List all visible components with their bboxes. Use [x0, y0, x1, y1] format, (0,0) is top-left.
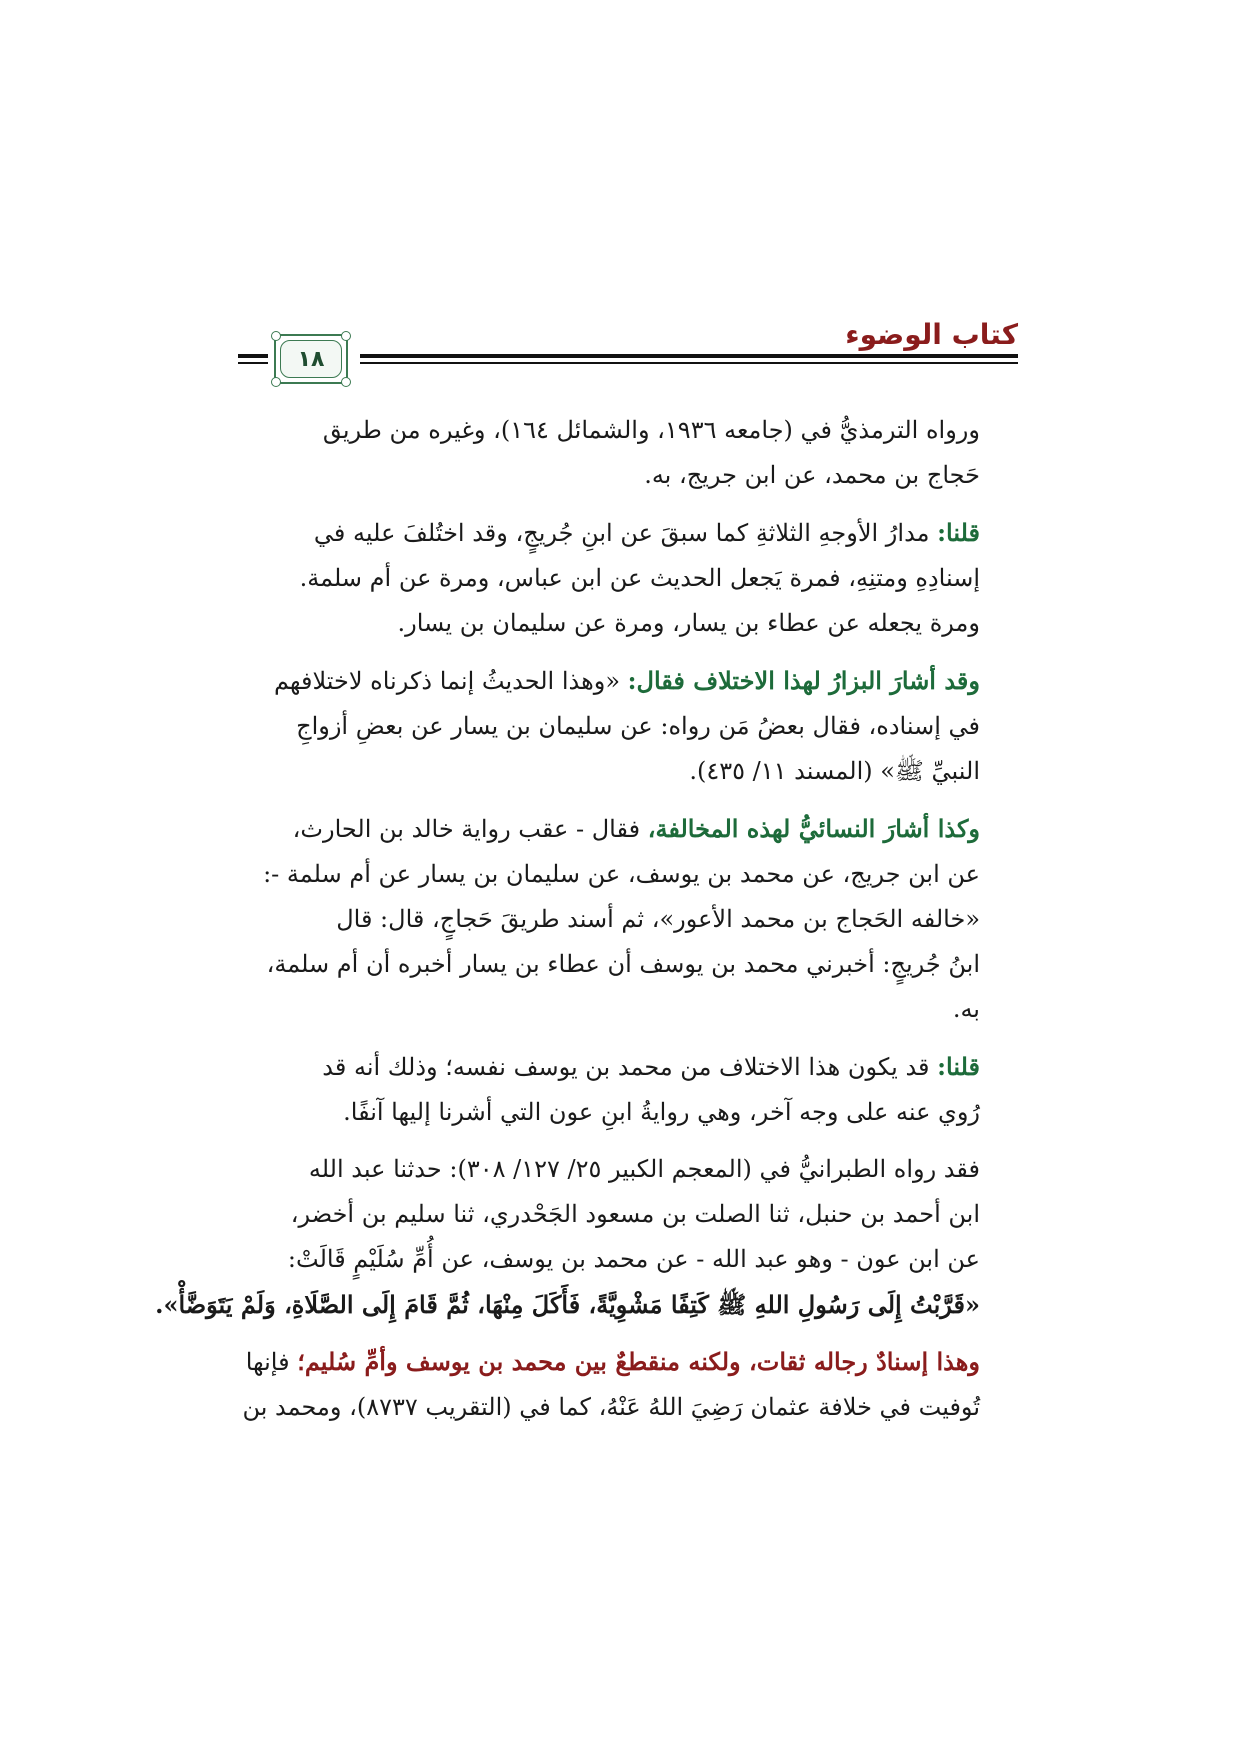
- text-line: [240, 510, 1010, 556]
- isnad-judgement-label: وهذا إسنادٌ رجاله ثقات، ولكنه منقطعٌ بين محمد بن يوسف وأمِّ سُليم؛: [297, 1347, 980, 1376]
- page-number-badge: [274, 334, 348, 384]
- paragraph-2: [240, 510, 1010, 646]
- text-run: قد يكون هذا الاختلاف من محمد بن يوسف نفسه؛ وذلك أنه قد: [322, 1053, 938, 1081]
- badge-ornament-icon: [271, 331, 281, 341]
- text-line: في إسناده، فقال بعضُ مَن رواه: عن سليمان بن يسار عن بعضِ أزواجِ: [296, 712, 980, 740]
- text-line: النبيِّ ﷺ» (المسند ١١/ ٤٣٥).: [689, 757, 980, 785]
- text-line: «خالفه الحَجاج بن محمد الأعور»، ثم أسند طريقَ حَجاجٍ، قال: قال: [336, 905, 980, 933]
- text-run: مدارُ الأوجهِ الثلاثةِ كما سبقَ عن ابنِ جُريجٍ، وقد اختُلفَ عليه في: [313, 519, 938, 547]
- page-body: [155, 408, 1010, 1442]
- paragraph-1: [240, 408, 1010, 498]
- hadith-quote: «قَرَّبْتُ إِلَى رَسُولِ اللهِ ﷺ كَتِفًا مَشْوِيَّةً، فَأَكَلَ مِنْهَا، ثُمَّ قَامَ إِلَى الصَّلَاةِ، وَلَمْ يَتَوَضَّأْ».: [155, 1290, 980, 1319]
- text-line: رُوي عنه على وجه آخر، وهي روايةُ ابنِ عون التي أشرنا إليها آنفًا.: [343, 1098, 980, 1126]
- header-rule-left-thick: [238, 354, 268, 358]
- text-line: ابنُ جُريجٍ: أخبرني محمد بن يوسف أن عطاء بن يسار أخبره أن أم سلمة،: [266, 950, 980, 978]
- text-line: [240, 658, 1010, 704]
- text-line: إسنادِهِ ومتنِهِ، فمرة يَجعل الحديث عن ابن عباس، ومرة عن أم سلمة.: [299, 564, 980, 592]
- text-line: ورواه الترمذيُّ في (جامعه ١٩٣٦، والشمائل ١٦٤)، وغيره من طريق: [322, 416, 980, 444]
- paragraph-4: [240, 806, 1010, 1032]
- text-line: به.: [952, 995, 980, 1023]
- header-rule-thick: [360, 354, 1018, 358]
- page-header: [238, 316, 1018, 396]
- paragraph-5: [240, 1044, 1010, 1135]
- text-line: [240, 806, 1010, 852]
- badge-ornament-icon: [341, 377, 351, 387]
- header-rule-thin: [360, 362, 1018, 364]
- text-line: [240, 1044, 1010, 1090]
- badge-ornament-icon: [271, 377, 281, 387]
- text-line: ومرة يجعله عن عطاء بن يسار، ومرة عن سليمان بن يسار.: [397, 609, 980, 637]
- bazzar-label: وقد أشارَ البزارُ لهذا الاختلاف فقال:: [627, 666, 980, 695]
- book-title: كتاب الوضوء: [845, 318, 1018, 351]
- paragraph-6: [155, 1147, 1010, 1327]
- nasai-label: وكذا أشارَ النسائيُّ لهذه المخالفة،: [647, 814, 980, 843]
- page-number-frame: [280, 340, 342, 378]
- text-line: حَجاج بن محمد، عن ابن جريج، به.: [644, 461, 980, 489]
- header-rule-left-thin: [238, 362, 268, 364]
- paragraph-7: [240, 1339, 1010, 1430]
- text-line: ابن أحمد بن حنبل، ثنا الصلت بن مسعود الجَحْدري، ثنا سليم بن أخضر،: [290, 1200, 980, 1228]
- page-number: ١٨: [297, 346, 325, 372]
- text-run: فإنها: [245, 1348, 298, 1376]
- text-line: تُوفيت في خلافة عثمان رَضِيَ اللهُ عَنْهُ، كما في (التقريب ٨٧٣٧)، ومحمد بن: [242, 1393, 980, 1421]
- text-line: فقد رواه الطبرانيُّ في (المعجم الكبير ٢٥/ ١٢٧/ ٣٠٨): حدثنا عبد الله: [308, 1155, 980, 1183]
- text-line: عن ابن جريج، عن محمد بن يوسف، عن سليمان بن يسار عن أم سلمة -:: [263, 860, 980, 888]
- badge-ornament-icon: [341, 331, 351, 341]
- text-line: [240, 1339, 1010, 1385]
- text-line: عن ابن عون - وهو عبد الله - عن محمد بن يوسف، عن أُمِّ سُلَيْمٍ قَالَتْ:: [287, 1245, 980, 1273]
- qulna-label: قلنا:: [937, 1052, 980, 1081]
- qulna-label: قلنا:: [937, 518, 980, 547]
- text-run: فقال - عقب رواية خالد بن الحارث،: [292, 815, 648, 843]
- paragraph-3: [240, 658, 1010, 794]
- text-run: «وهذا الحديثُ إنما ذكرناه لاختلافهم: [273, 667, 628, 695]
